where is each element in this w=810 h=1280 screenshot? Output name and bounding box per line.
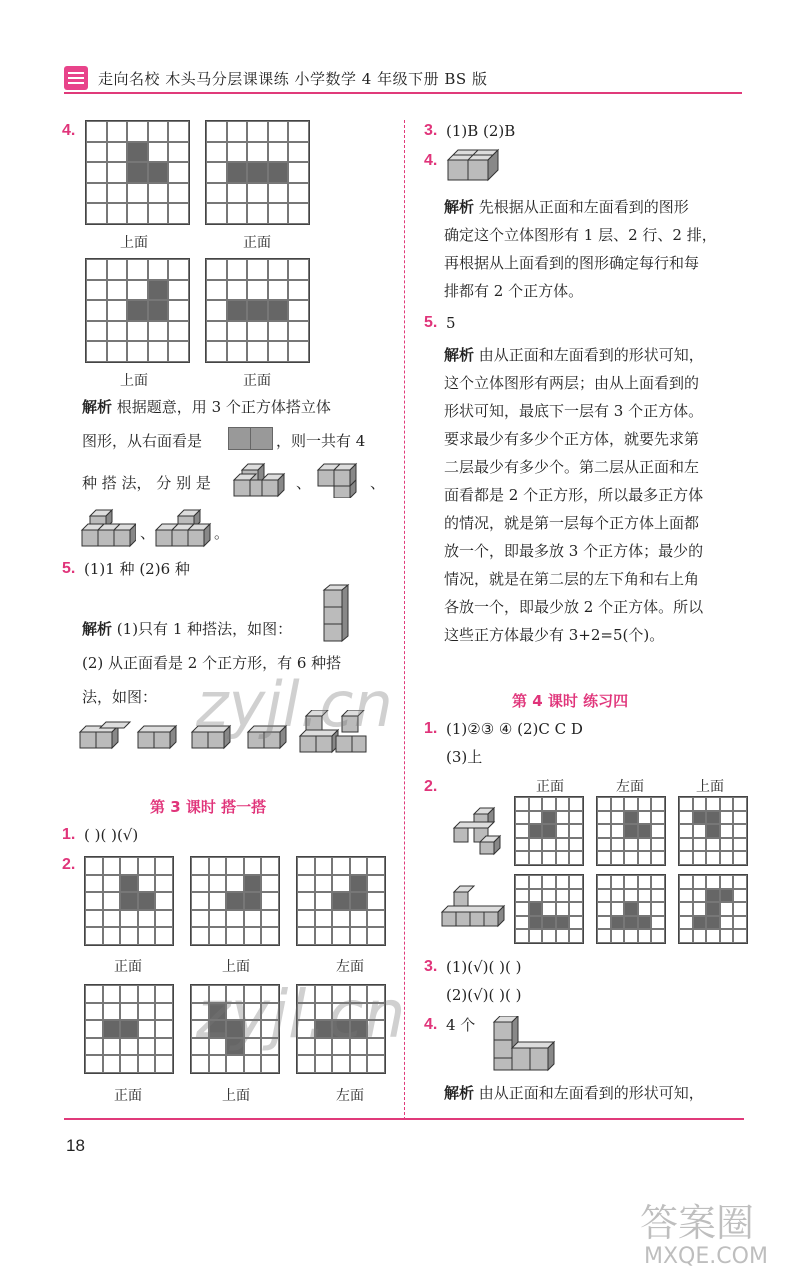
explanation-line: 情况，就是在第二层的左下角和右上角	[444, 570, 700, 588]
separator: 、	[370, 474, 386, 492]
s3-label-front-2: 正面	[114, 1088, 142, 1104]
explanation-line: 先根据从正面和左面看到的图形	[478, 198, 689, 216]
cube-arrangement-d	[154, 508, 214, 548]
cube-l-figure	[492, 1016, 560, 1072]
explanation-q5	[82, 616, 292, 642]
explanation-line: 由从正面和左面看到的形状可知，	[478, 1084, 704, 1102]
r-p1-number: 1.	[424, 720, 438, 737]
explanation-line: 放一个，即最多放 3 个正方体；最少的	[444, 542, 704, 560]
header-title: 走向名校 木头马分层课课练 小学数学 4 年级下册 BS 版	[98, 70, 488, 88]
r-p3-line1: (1)(√)( )( )	[446, 958, 522, 976]
explanation-line: 这些正方体最少有 3+2=5(个)。	[444, 626, 665, 644]
two-square-figure	[228, 427, 272, 449]
label-front-2: 正面	[243, 373, 271, 389]
separator: 、	[296, 474, 312, 492]
s3-grid-top-1	[190, 856, 280, 946]
r-q5-number: 5.	[424, 314, 438, 331]
explanation-line: 这个立体图形有两层；由从上面看到的	[444, 374, 700, 392]
label-front-1: 正面	[243, 235, 271, 251]
explanation-line: 由从正面和左面看到的形状可知，	[478, 346, 704, 364]
section-3-title: 第 3 课时 搭一搭	[150, 798, 267, 816]
separator: 、	[140, 524, 156, 542]
grid-front-view-2	[205, 258, 310, 363]
q5-answer: (1)1 种 (2)6 种	[84, 560, 190, 578]
explanation-q4	[82, 394, 400, 420]
period: 。	[214, 524, 230, 542]
r-p2-header-left: 左面	[616, 779, 644, 795]
grid-top-view-2	[85, 258, 190, 363]
section-4-title: 第 4 课时 练习四	[512, 692, 629, 710]
explanation-line: 图形，从右面看是	[82, 432, 203, 450]
label-top-2: 上面	[120, 373, 148, 389]
header-logo	[64, 66, 88, 90]
explanation-line: 的情况，就是第一层每个正方体上面都	[444, 514, 700, 532]
solid-figure-1	[452, 806, 506, 856]
explanation-line: 形状可知，最底下一层有 3 个正方体。	[444, 402, 704, 420]
s3-grid-front-2	[84, 984, 174, 1074]
r-q3-answer: (1)B (2)B	[446, 122, 516, 140]
explanation-line: (2) 从正面看是 2 个正方形，有 6 种搭	[82, 654, 342, 672]
grid-front-view-1	[205, 120, 310, 225]
footer-rule	[64, 1118, 744, 1120]
r-p1-line1: (1)②③ ④ (2)C C D	[446, 720, 583, 738]
explanation-line: 再根据从上面看到的图形确定每行和每	[444, 254, 700, 272]
explanation-line: (1)只有 1 种搭法，如图：	[116, 620, 293, 638]
explanation-line: 根据题意，用 3 个正方体搭立体	[116, 398, 331, 416]
header-rule	[64, 92, 742, 94]
cube-2x2-figure	[446, 148, 504, 186]
s3-q2-number: 2.	[62, 856, 76, 873]
s3-label-top-1: 上面	[222, 959, 250, 975]
explanation-line: ，则一共有 4	[276, 432, 366, 450]
cube-tower	[322, 584, 350, 644]
explanation-label: 解析	[82, 398, 113, 416]
r-q3-number: 3.	[424, 122, 438, 139]
s3-label-left-2: 左面	[336, 1088, 364, 1104]
s3-q1-answer: ( )( )(√)	[84, 826, 139, 844]
cube-arrangement-c	[80, 508, 136, 548]
s3-label-top-2: 上面	[222, 1088, 250, 1104]
r-p2-number: 2.	[424, 778, 438, 795]
r-p2-header-front: 正面	[536, 779, 564, 795]
q5-number: 5.	[62, 560, 76, 577]
p2-grid-left-1	[596, 796, 666, 866]
cube-arrangement-b	[316, 460, 372, 498]
r-explanation-q4	[444, 194, 754, 220]
r-p4-answer: 4 个	[446, 1016, 476, 1034]
solid-figure-2	[440, 884, 506, 930]
label-top-1: 上面	[120, 235, 148, 251]
p2-grid-top-1	[678, 796, 748, 866]
explanation-line: 要求最少有多少个正方体，就要先求第	[444, 430, 700, 448]
r-p3-number: 3.	[424, 958, 438, 975]
s3-label-front-1: 正面	[114, 959, 142, 975]
p2-grid-top-2	[678, 874, 748, 944]
watermark-url: MXQE.COM	[644, 1244, 768, 1269]
explanation-line: 种 搭 法， 分 别 是	[82, 474, 211, 492]
explanation-label: 解析	[444, 1084, 475, 1102]
r-q4-number: 4.	[424, 152, 438, 169]
r-explanation-q5	[444, 342, 704, 368]
explanation-line: 二层最少有多少个。第二层从正面和左	[444, 458, 700, 476]
explanation-line: 面看都是 2 个正方形，所以最多正方体	[444, 486, 704, 504]
explanation-line: 排都有 2 个正方体。	[444, 282, 584, 300]
p2-grid-left-2	[596, 874, 666, 944]
r-q5-answer: 5	[446, 314, 456, 332]
explanation-line: 确定这个立体图形有 1 层、2 行、2 排，	[444, 226, 717, 244]
watermark: zyjl.cn	[196, 668, 393, 741]
grid-top-view-1	[85, 120, 190, 225]
r-p1-line2: (3)上	[446, 748, 483, 766]
explanation-label: 解析	[444, 346, 475, 364]
page-number: 18	[66, 1136, 85, 1155]
q4-number: 4.	[62, 122, 76, 139]
s3-grid-front-1	[84, 856, 174, 946]
column-divider	[404, 120, 405, 1120]
watermark-logo: 答案圈	[640, 1201, 755, 1245]
cube-arrangement-a	[232, 460, 292, 498]
r-p4-number: 4.	[424, 1016, 438, 1033]
explanation-label: 解析	[82, 620, 113, 638]
s3-label-left-1: 左面	[336, 959, 364, 975]
explanation-line: 法，如图：	[82, 688, 158, 706]
r-p2-header-top: 上面	[696, 779, 724, 795]
p2-grid-front-2	[514, 874, 584, 944]
explanation-label: 解析	[444, 198, 475, 216]
p2-grid-front-1	[514, 796, 584, 866]
r-explanation-last	[444, 1080, 704, 1106]
explanation-line: 各放一个，即最少放 2 个正方体。所以	[444, 598, 704, 616]
s3-grid-left-1	[296, 856, 386, 946]
watermark: zyjl.cn	[196, 976, 406, 1053]
s3-q1-number: 1.	[62, 826, 76, 843]
r-p3-line2: (2)(√)( )( )	[446, 986, 522, 1004]
